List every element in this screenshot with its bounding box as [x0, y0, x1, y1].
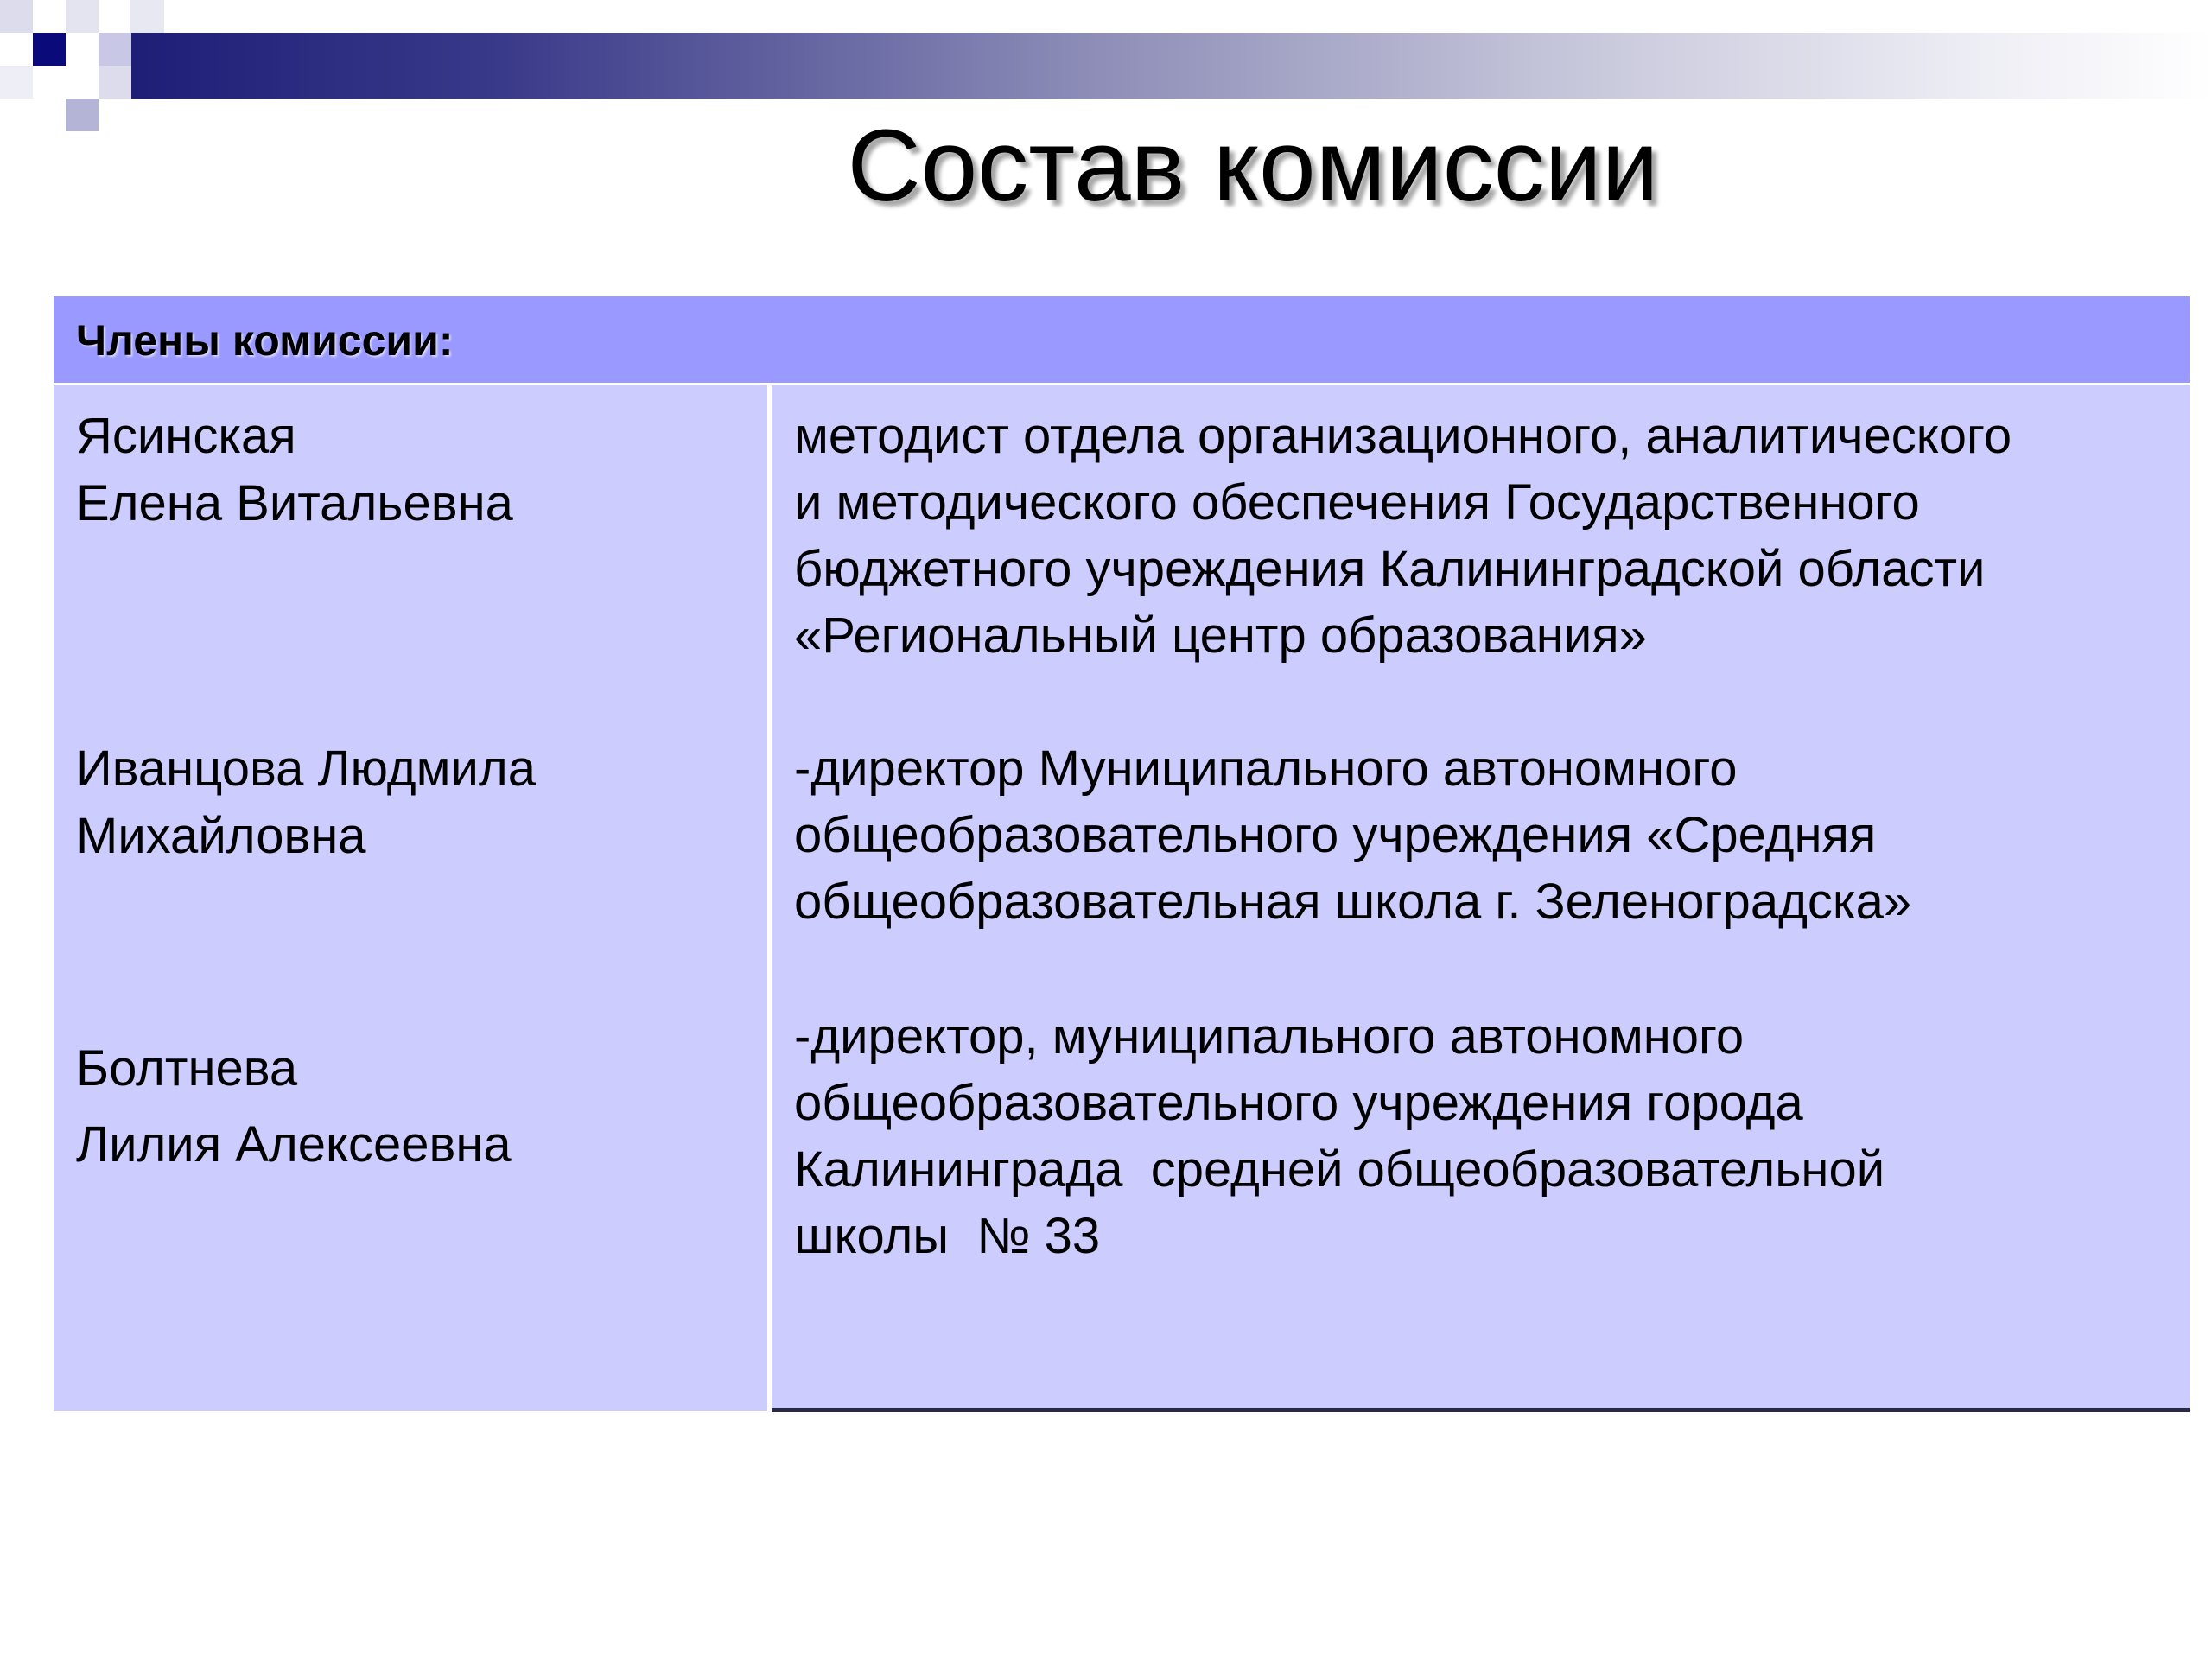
description-line: общеобразовательного учреждения «Средняя	[794, 807, 1877, 863]
decor-square	[66, 0, 99, 33]
header-gradient-band	[130, 33, 2212, 99]
decor-square	[99, 33, 131, 66]
member-name-line: Михайловна	[76, 808, 366, 864]
description-line: «Региональный центр образования»	[794, 607, 1647, 664]
slide-title: Состав комиссии	[847, 109, 1659, 223]
description-line: Калининграда средней общеобразовательной	[794, 1141, 1885, 1198]
description-line: и методического обеспечения Государственного	[794, 474, 1920, 531]
description-line: бюджетного учреждения Калининградской области	[794, 541, 1986, 597]
member-name-line: Елена Витальевна	[76, 475, 513, 531]
decor-square	[99, 66, 131, 99]
description-line: -директор Муниципального автономного	[794, 741, 1738, 797]
member-description	[794, 735, 2168, 935]
members-table	[54, 296, 2190, 1411]
description-line: общеобразовательного учреждения города	[794, 1075, 1803, 1131]
member-name-line: Болтнева	[76, 1040, 298, 1096]
member-description	[794, 1003, 2168, 1269]
decor-square	[130, 0, 164, 33]
table-header-row	[54, 296, 2190, 383]
member-name	[76, 735, 536, 870]
member-name-line: Лилия Алексеевна	[76, 1116, 512, 1173]
decor-square	[33, 33, 66, 66]
member-name-line: Иванцова Людмила	[76, 741, 536, 797]
decor-square	[0, 0, 33, 33]
description-line: -директор, муниципального автономного	[794, 1008, 1745, 1065]
decor-square	[0, 66, 33, 99]
description-line: школы № 33	[794, 1208, 1101, 1264]
description-line: методист отдела организационного, аналитического	[794, 408, 2012, 464]
table-header-label: Члены комиссии:	[76, 316, 454, 365]
description-line: общеобразовательная школа г. Зеленоградска»	[794, 874, 1912, 930]
descriptions-column	[772, 385, 2190, 1412]
member-name-line: Ясинская	[76, 408, 296, 464]
member-description	[794, 403, 2168, 669]
member-name	[76, 1031, 512, 1183]
names-column	[54, 385, 767, 1411]
member-name	[76, 403, 513, 537]
